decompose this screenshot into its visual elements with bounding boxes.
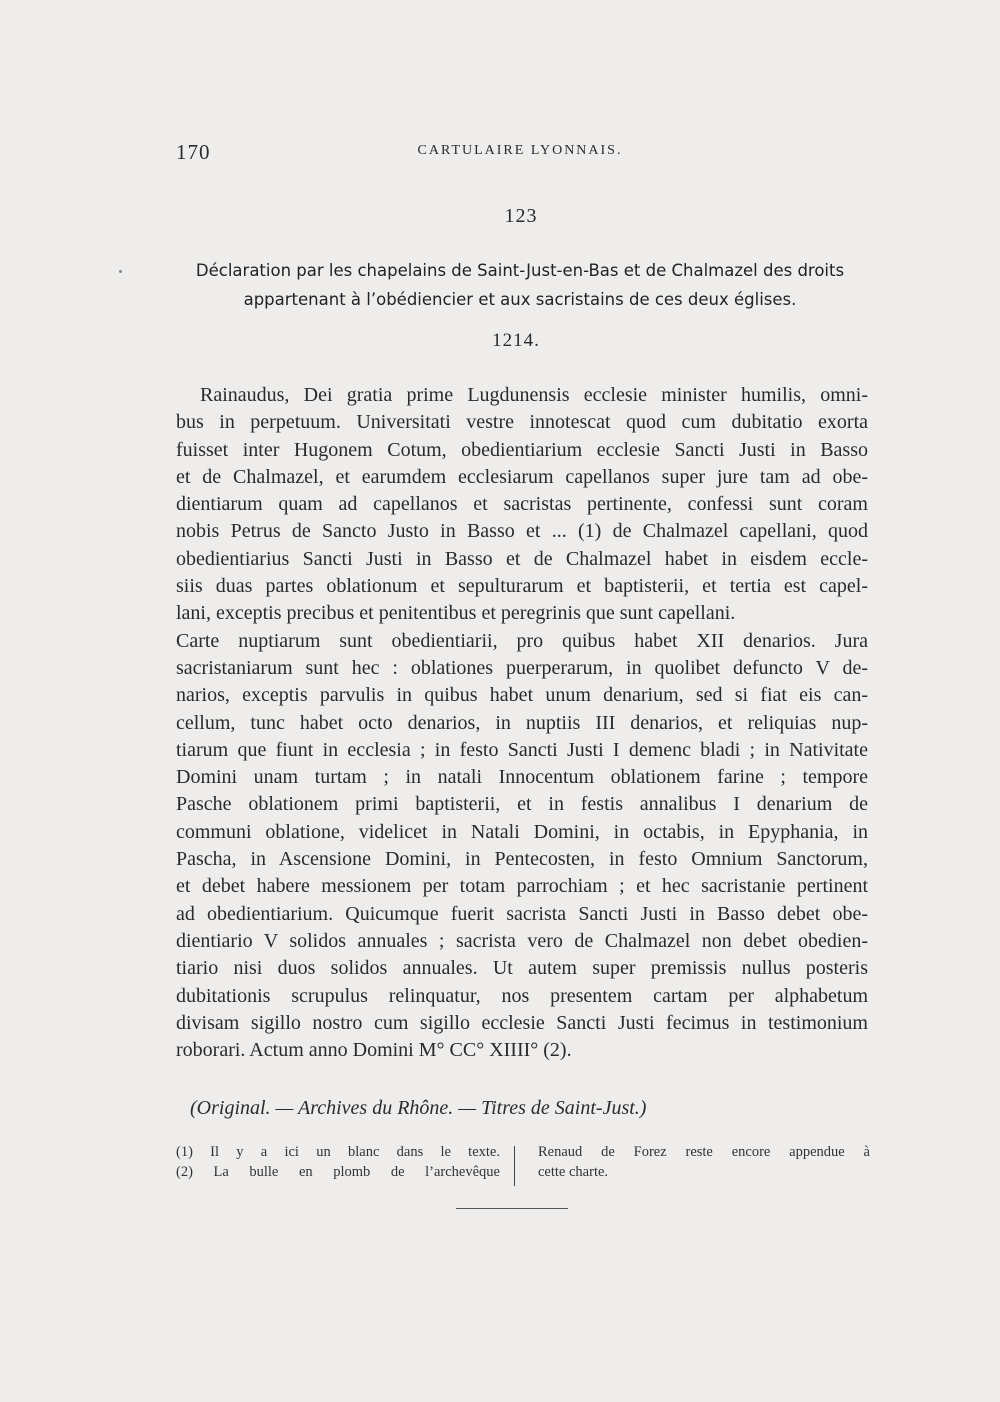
body-line: siis duas partes oblationum et sepulturarum et baptisterii, et tertia est capel- (176, 575, 868, 598)
footnotes-column-divider (514, 1146, 515, 1186)
body-line: dientiarum quam ad capellanos et sacristas pertinente, confessi sunt coram (176, 493, 868, 516)
footnote-line: cette charte. (538, 1164, 609, 1180)
body-line: dientiario V solidos annuales ; sacrista vero de Chalmazel non debet obedien- (176, 929, 868, 952)
body-line: bus in perpetuum. Universitati vestre innotescat quod cum dubitatio exorta (176, 411, 868, 434)
body-line: roborari. Actum anno Domini M° CC° XIIII° (2). (176, 1039, 572, 1062)
document-heading (160, 256, 880, 314)
body-line: Pascha, in Ascensione Domini, in Pentecosten, in festo Omnium Sanctorum, (176, 848, 868, 871)
footnote-line: (1) Il y a ici un blanc dans le texte. (176, 1144, 500, 1160)
footnote-line: Renaud de Forez reste encore appendue à (538, 1144, 870, 1160)
body-line: ad obedientiarium. Quicumque fuerit sacrista Sancti Justi in Basso debet obe- (176, 902, 868, 925)
footnote-line: (2) La bulle en plomb de l’archevêque (176, 1164, 500, 1180)
body-line: et de Chalmazel, et earumdem ecclesiarum capellanos super jure tam ad obe- (176, 465, 868, 488)
page-number: 170 (176, 140, 211, 164)
body-line: nobis Petrus de Sancto Justo in Basso et ... (1) de Chalmazel capellani, quod (176, 520, 868, 543)
body-line: et debet habere messionem per totam parrochiam ; et hec sacristanie pertinent (176, 875, 868, 898)
margin-mark (119, 270, 122, 273)
body-line: tiario nisi duos solidos annuales. Ut autem super premissis nullus posteris (176, 957, 868, 980)
body-line: narios, exceptis parvulis in quibus habet unum denarium, sed si fiat eis can- (176, 684, 868, 707)
body-line: Domini unam turtam ; in natali Innocentum oblationem farine ; tempore (176, 766, 868, 789)
footnotes-right-column (538, 1142, 870, 1182)
heading-line: Déclaration par les chapelains de Saint-Just-en-Bas et de Chalmazel des droits (195, 261, 845, 280)
document-body (176, 382, 868, 1064)
body-line: Carte nuptiarum sunt obedientiarii, pro quibus habet XII denarios. Jura (176, 629, 868, 652)
body-line: divisam sigillo nostro cum sigillo ecclesie Sancti Justi fecimus in testimonium (176, 1011, 868, 1034)
running-title: CARTULAIRE LYONNAIS. (417, 143, 623, 158)
body-line: fuisset inter Hugonem Cotum, obedientiarium ecclesie Sancti Justi in Basso (176, 438, 868, 461)
end-rule (456, 1208, 568, 1209)
source-citation: (Original. — Archives du Rhône. — Titres de Saint-Just.) (190, 1097, 647, 1119)
body-line: dubitationis scrupulus relinquatur, nos presentem cartam per alphabetum (176, 984, 868, 1007)
body-line: cellum, tunc habet octo denarios, in nuptiis III denarios, et reliquias nup- (176, 711, 868, 734)
document-date: 1214. (492, 330, 540, 351)
body-line: lani, exceptis precibus et penitentibus et peregrinis que sunt capellani. (176, 602, 736, 625)
body-line: obedientiarius Sancti Justi in Basso et de Chalmazel habet in eisdem eccle- (176, 547, 868, 570)
body-line: Rainaudus, Dei gratia prime Lugdunensis ecclesie minister humilis, omni- (200, 384, 868, 406)
body-line: communi oblatione, videlicet in Natali Domini, in octabis, in Epyphania, in (176, 820, 868, 843)
body-line: Pasche oblationem primi baptisterii, et in festis annalibus I denarium de (176, 793, 868, 816)
body-line: tiarum que fiunt in ecclesia ; in festo Sancti Justi I demenc bladi ; in Nativitate (176, 738, 868, 761)
heading-line: appartenant à l’obédiencier et aux sacristains de ces deux églises. (243, 290, 797, 309)
body-line: sacristaniarum sunt hec : oblationes puerperarum, in quolibet defuncto V de- (176, 656, 868, 679)
document-number: 123 (504, 205, 538, 227)
footnotes-left-column (176, 1142, 500, 1182)
footnotes (176, 1142, 876, 1192)
